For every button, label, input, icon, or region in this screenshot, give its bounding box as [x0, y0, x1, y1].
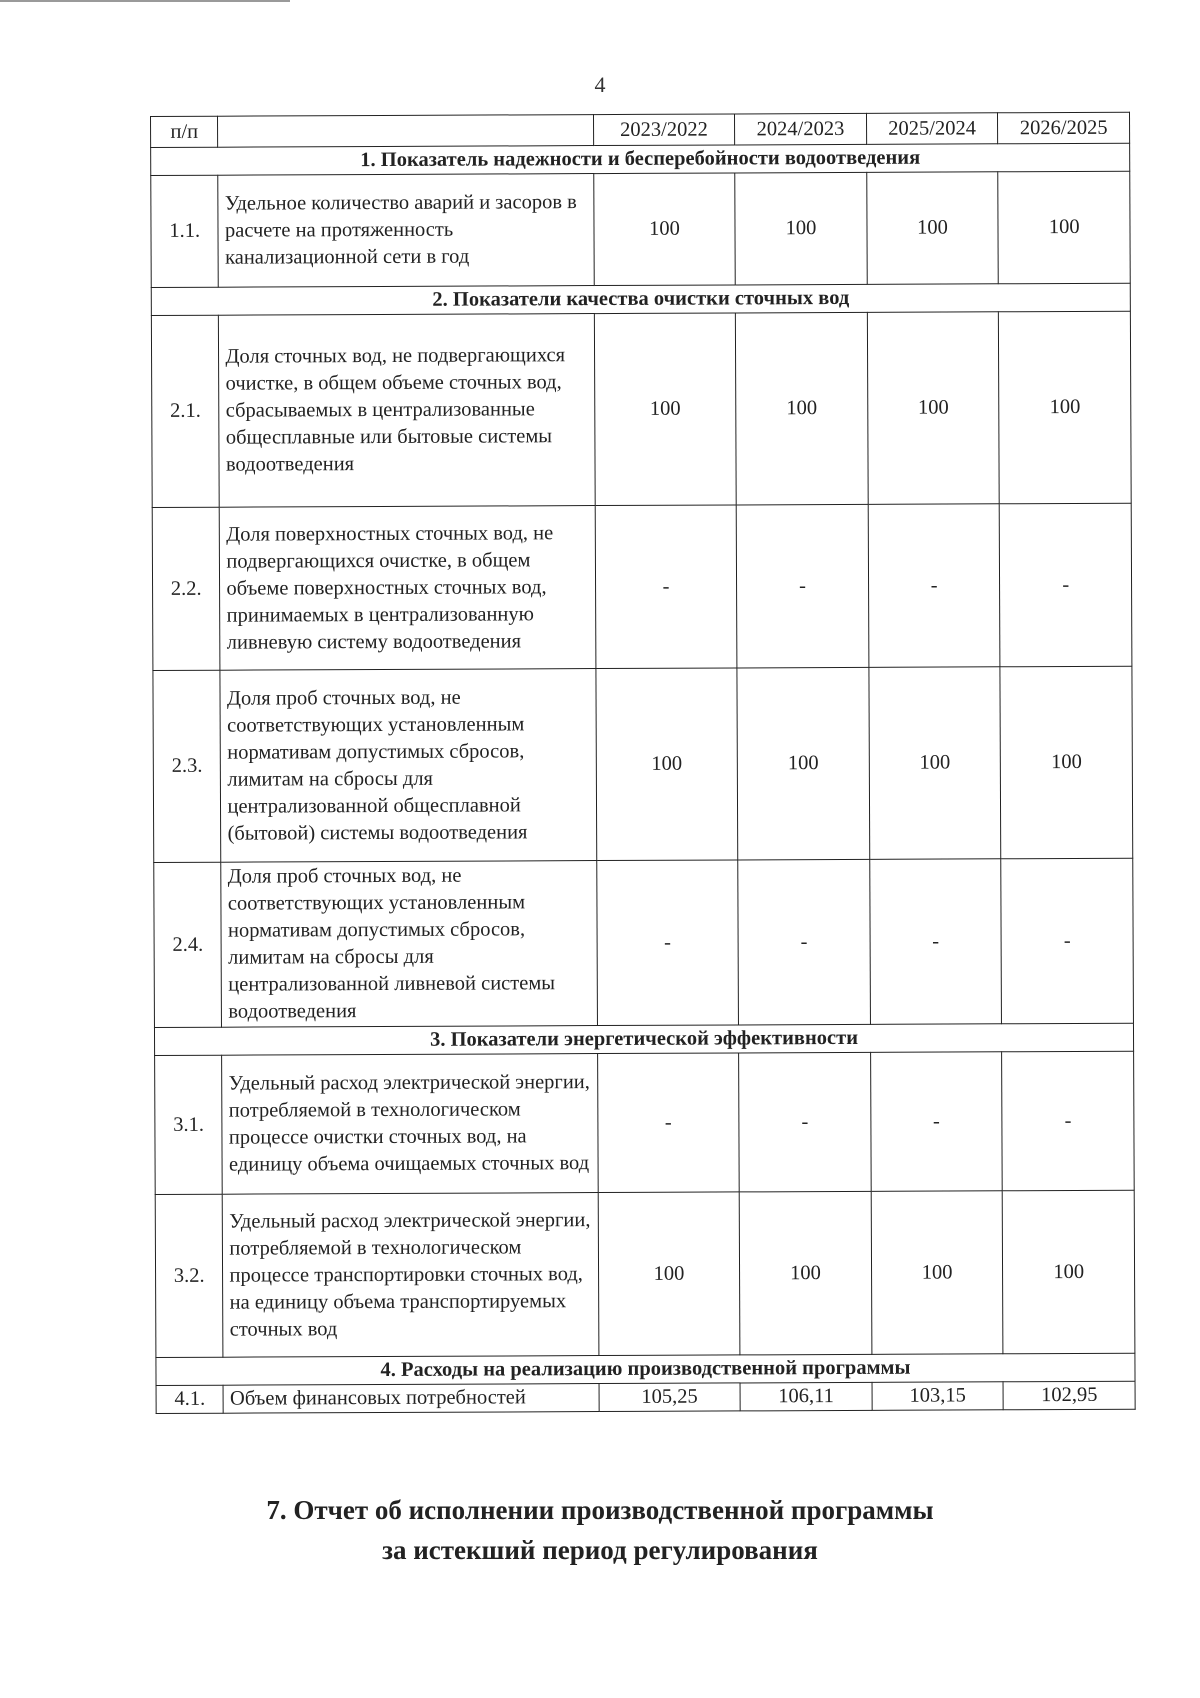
row-value: 100 [871, 1191, 1003, 1355]
table-header-row [151, 112, 1130, 147]
section-row [156, 1353, 1135, 1385]
row-value: 100 [596, 668, 738, 861]
row-value: 100 [866, 172, 998, 285]
section-heading-line-1: 7. Отчет об исполнении производственной программы [266, 1495, 934, 1525]
table-row [152, 503, 1132, 670]
row-value: 100 [1000, 666, 1132, 859]
table-row [151, 171, 1130, 287]
row-value: - [739, 1052, 871, 1192]
table-row [155, 1051, 1135, 1194]
row-value: - [1001, 858, 1133, 1024]
row-value: 100 [998, 171, 1130, 284]
section-row [151, 143, 1130, 175]
row-value: - [596, 860, 738, 1026]
row-value: 100 [867, 312, 999, 505]
row-value: 100 [593, 173, 735, 286]
section-row [154, 1023, 1133, 1055]
header-year-4: 2026/2025 [998, 112, 1130, 144]
row-value: - [738, 859, 870, 1025]
row-number: 4.1. [156, 1385, 224, 1413]
table-row [153, 666, 1133, 862]
section-row [151, 283, 1130, 315]
row-number: 3.1. [155, 1055, 223, 1194]
row-value: 105,25 [599, 1383, 741, 1412]
row-number: 2.4. [154, 862, 222, 1027]
row-description: Доля сточных вод, не подвергающихся очистке, в общем объеме сточных вод, сбрасываемых в централизованные общесплавные или бытовые системы водоотведения [219, 314, 595, 508]
table-row [151, 311, 1131, 507]
row-value: 100 [598, 1192, 740, 1356]
row-value: - [869, 859, 1001, 1025]
header-desc [218, 115, 593, 148]
row-number: 1.1. [151, 175, 219, 287]
row-description: Удельный расход электрической энергии, потребляемой в технологическом процессе транспортировки сточных вод, на единицу объема транспортируемых сточных вод [223, 1193, 599, 1358]
row-value: - [1000, 503, 1132, 667]
row-description: Доля поверхностных сточных вод, не подвергающихся очистке, в общем объеме поверхностных сточных вод, принимаемых в централизованную ливневую систему водоотведения [220, 506, 596, 671]
row-description: Удельный расход электрической энергии, потребляемой в технологическом процессе очистки сточных вод, на единицу объема очищаемых сточных вод [222, 1054, 598, 1195]
row-value: 100 [737, 667, 869, 860]
row-value: 100 [1003, 1190, 1135, 1354]
row-value: 103,15 [872, 1382, 1004, 1411]
row-number: 2.1. [151, 315, 219, 507]
row-description: Объем финансовых потребностей [223, 1384, 598, 1414]
row-value: 100 [869, 667, 1001, 860]
row-value: 100 [594, 313, 736, 506]
row-description: Доля проб сточных вод, не соответствующих установленным нормативам допустимых сбросов, лимитам на сбросы для централизованной ливневой системы водоотведения [221, 861, 597, 1028]
section-title: 2. Показатели качества очистки сточных вод [151, 283, 1130, 315]
table-row [155, 1190, 1135, 1357]
row-value: 100 [999, 311, 1131, 504]
header-num: п/п [151, 116, 219, 147]
row-value: - [870, 1052, 1002, 1192]
row-value: - [595, 505, 737, 669]
section-title: 3. Показатели энергетической эффективности [154, 1023, 1133, 1055]
row-number: 3.2. [155, 1194, 223, 1357]
header-year-2: 2024/2023 [735, 113, 867, 145]
table-row [156, 1381, 1135, 1413]
row-number: 2.3. [153, 670, 221, 862]
section-title: 1. Показатель надежности и бесперебойности водоотведения [151, 143, 1130, 175]
row-value: 106,11 [740, 1382, 872, 1411]
row-value: - [1002, 1051, 1134, 1191]
row-value: - [868, 504, 1000, 668]
scan-artifact-line [0, 0, 290, 6]
section-title: 4. Расходы на реализацию производственной программы [156, 1353, 1135, 1385]
header-year-1: 2023/2022 [593, 114, 735, 146]
section-heading [0, 1490, 1200, 1570]
row-number: 2.2. [152, 507, 220, 670]
row-value: 100 [735, 172, 867, 285]
row-value: 102,95 [1003, 1381, 1135, 1410]
row-value: - [736, 504, 868, 668]
page-number: 4 [594, 72, 606, 97]
row-description: Доля проб сточных вод, не соответствующих установленным нормативам допустимых сбросов, лимитам на сбросы для централизованной общесплавной (бытовой) системы водоотведения [220, 669, 596, 863]
section-heading-line-2: за истекший период регулирования [382, 1535, 818, 1565]
indicators-table [150, 112, 1136, 1414]
header-year-3: 2025/2024 [866, 113, 998, 145]
row-value: 100 [735, 312, 867, 505]
row-description: Удельное количество аварий и засоров в расчете на протяженность канализационной сети в год [218, 174, 594, 288]
table-row [154, 858, 1134, 1027]
row-value: 100 [739, 1191, 871, 1355]
row-value: - [597, 1053, 739, 1193]
